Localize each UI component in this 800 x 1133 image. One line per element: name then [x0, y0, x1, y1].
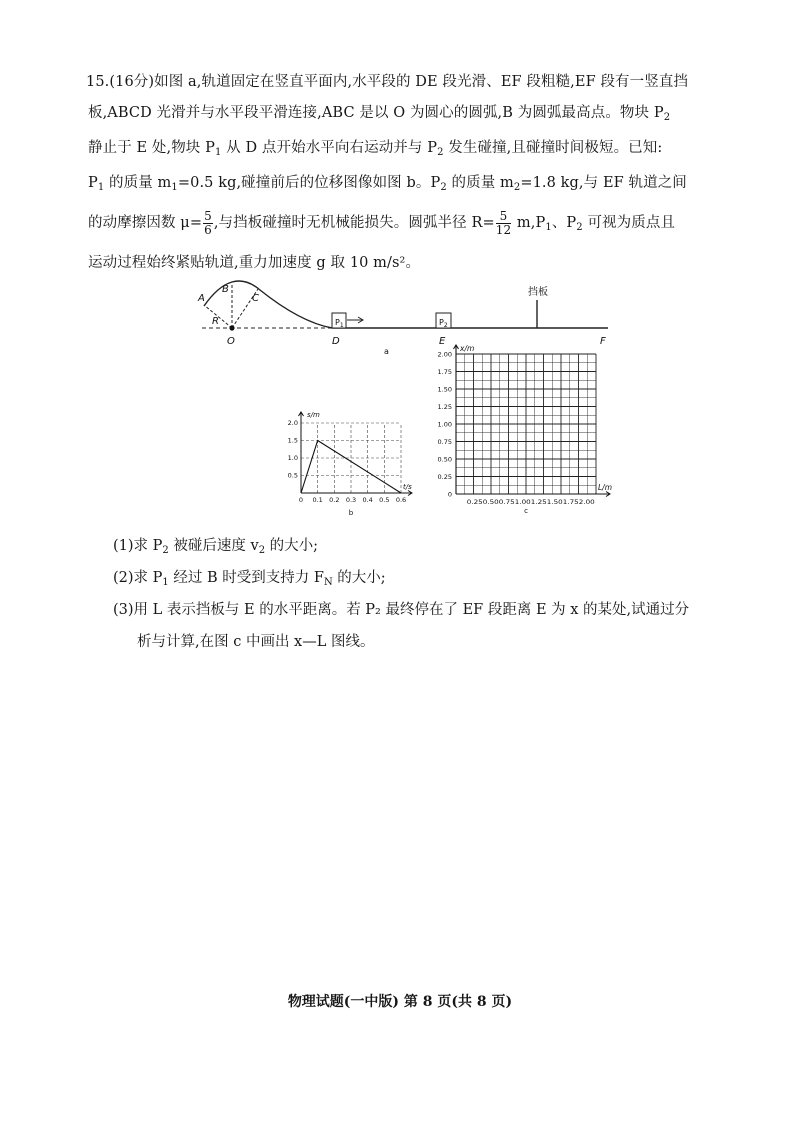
problem-line-2: 板,ABCD 光滑并与水平段平滑连接,ABC 是以 O 为圆心的圆弧,B 为圆弧最高点。物块 $P_2$ [88, 105, 671, 123]
figure-c-caption: c [524, 507, 528, 515]
point-b-label: B [222, 284, 229, 295]
y-tick-label: 1.5 [287, 436, 298, 445]
x-tick-label: 0 [298, 496, 304, 504]
point-a-label: A [198, 293, 205, 304]
x-tick-label: 0.4 [362, 496, 373, 504]
question-3-line-2: 析与计算,在图 c 中画出 x—L 图线。 [137, 634, 375, 650]
y-tick-label: 0.50 [437, 455, 452, 464]
radius-fraction: $\frac{5}{12}$ [495, 208, 512, 237]
x-tick-label: 0.2 [329, 496, 340, 504]
question-1: (1)求 $P_2$ 被碰后速度 $v_2$ 的大小; [113, 538, 319, 556]
problem-number: 15.(16分) [86, 74, 155, 90]
x-tick-label: 0.1 [312, 496, 323, 504]
y-tick-label: 2.0 [287, 419, 298, 427]
block-p1-label: $P_1$ [335, 318, 344, 329]
y-tick-label: 1.75 [437, 368, 452, 376]
page-footer: 物理试题(一中版) 第 8 页(共 8 页) [287, 994, 513, 1010]
x-axis-label: t/s [403, 483, 412, 491]
block-p2-label: $P_2$ [439, 318, 448, 329]
y-axis-label: s/m [307, 411, 320, 419]
y-tick-label: 2.00 [437, 350, 452, 359]
point-c-label: C [252, 293, 259, 304]
problem-line-4: $P_1$ 的质量 $m_1=0.5$ kg,碰撞前后的位移图像如图 b。$P_2$ 的质量 $m_2=1.8$ kg,与 EF 轨道之间 [88, 175, 687, 193]
baffle-label: 挡板 [528, 287, 548, 298]
x-tick-labels: 0.250.500.751.001.251.501.752.00 [466, 498, 595, 506]
x-tick-label: 0.3 [345, 496, 357, 504]
y-axis-label: x/m [460, 344, 475, 353]
figure-a-caption: a [384, 347, 389, 356]
x-tick-label: 0.5 [379, 496, 390, 504]
y-tick-label: 1.25 [437, 403, 452, 411]
problem-line-1: 15.(16分)如图 a,轨道固定在竖直平面内,水平段的 DE 段光滑、EF 段粗糙,EF 段有一竖直挡 [86, 74, 689, 90]
point-e-label: E [439, 336, 446, 347]
point-o-label: O [227, 336, 235, 347]
radius-r-label: R [212, 316, 219, 327]
y-tick-label: 0.25 [437, 473, 452, 481]
point-f-label: F [600, 336, 606, 347]
figure-b-st-chart [285, 405, 425, 520]
x-axis-label: L/m [598, 483, 613, 492]
point-d-label: D [332, 336, 340, 347]
y-tick-label: 1.50 [437, 385, 452, 394]
y-tick-label: 1.0 [287, 454, 298, 462]
mu-fraction: $\frac{5}{6}$ [204, 208, 212, 237]
center-o-dot [229, 325, 234, 330]
problem-line-3: 静止于 E 处,物块 $P_1$ 从 D 点开始水平向右运动并与 $P_2$ 发生碰撞,且碰撞时间极短。已知: [88, 140, 663, 158]
y-tick-label: 0.75 [437, 438, 452, 446]
problem-statement [88, 67, 718, 279]
y-tick-label: 1.00 [437, 420, 452, 429]
question-3-line-1: (3)用 L 表示挡板与 E 的水平距离。若 P₂ 最终停在了 EF 段距离 E 为 x 的某处,试通过分 [113, 602, 690, 618]
problem-line-6: 运动过程始终紧贴轨道,重力加速度 g 取 10 m/s²。 [88, 255, 421, 271]
y-tick-label: 0 [447, 490, 452, 499]
figure-c-xl-grid [420, 337, 620, 523]
problem-line-5: 的动摩擦因数 μ= $\frac{5}{6}$ ,与挡板碰撞时无机械能损失。圆弧半径 R= $\frac{5}{12}$ $m,P_1$、$P_2$ 可视为质点且 [88, 208, 676, 237]
question-2: (2)求 $P_1$ 经过 B 时受到支持力 $F_N$ 的大小; [113, 570, 386, 588]
y-tick-label: 0.5 [287, 471, 298, 480]
x-tick-label: 0.6 [395, 496, 407, 504]
figure-b-caption: b [348, 509, 354, 517]
